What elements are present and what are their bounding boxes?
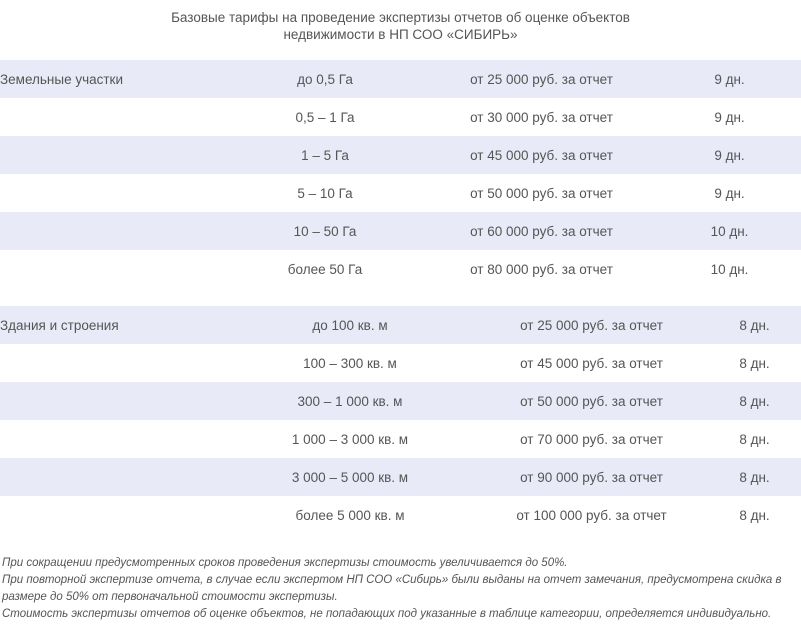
price-cell: от 45 000 руб. за отчет [425, 136, 658, 174]
table-row [0, 174, 801, 212]
title-line-1: Базовые тарифы на проведение экспертизы отчетов об оценке объектов [171, 10, 630, 25]
table-row [0, 212, 801, 250]
price-cell: от 30 000 руб. за отчет [470, 109, 613, 125]
size-cell: 1 000 – 3 000 кв. м [291, 431, 409, 447]
days-cell: 8 дн. [739, 355, 770, 371]
note-repeat-discount: При повторной экспертизе отчета, в случае если экспертом НП СОО «Сибирь» были выданы на отчет замечания, предусмотрена скидка в размере до 50% от первоначальной стоимости экспертизы. [2, 574, 782, 603]
land-rates-table [0, 60, 801, 288]
size-cell: 3 000 – 5 000 кв. м [225, 458, 475, 496]
size-cell: 5 – 10 Га [297, 185, 353, 201]
buildings-rates-table [0, 306, 801, 534]
days-cell: 10 дн. [710, 261, 749, 277]
size-cell: 100 – 300 кв. м [303, 355, 397, 371]
table-row [0, 306, 801, 344]
table-row [0, 250, 801, 288]
table-row [0, 344, 801, 382]
price-cell: от 25 000 руб. за отчет [475, 306, 708, 344]
size-cell: 0,5 – 1 Га [295, 109, 355, 125]
days-cell: 8 дн. [739, 507, 770, 523]
days-cell: 8 дн. [739, 431, 770, 447]
title-line-2: недвижимости в НП СОО «СИБИРЬ» [283, 27, 518, 42]
table-row [0, 60, 801, 98]
days-cell: 9 дн. [714, 185, 745, 201]
price-cell: от 80 000 руб. за отчет [470, 261, 613, 277]
size-cell: 10 – 50 Га [225, 212, 425, 250]
size-cell: 1 – 5 Га [225, 136, 425, 174]
table-row [0, 382, 801, 420]
price-cell: от 50 000 руб. за отчет [470, 185, 613, 201]
price-cell: от 25 000 руб. за отчет [425, 60, 658, 98]
table-row [0, 136, 801, 174]
price-cell: от 100 000 руб. за отчет [516, 507, 667, 523]
table-row [0, 98, 801, 136]
price-cell: от 60 000 руб. за отчет [425, 212, 658, 250]
days-cell: 8 дн. [708, 382, 801, 420]
note-individual-pricing: Стоимость экспертизы отчетов об оценке объектов, не попадающих под указанные в таблице категории, определяется индивидуально. [2, 608, 772, 620]
price-cell: от 90 000 руб. за отчет [475, 458, 708, 496]
price-cell: от 50 000 руб. за отчет [475, 382, 708, 420]
category-label: Земельные участки [0, 60, 225, 98]
page-title [0, 9, 801, 43]
size-cell: более 50 Га [287, 261, 363, 277]
note-speedup-surcharge: При сокращении предусмотренных сроков проведения экспертизы стоимость увеличивается до 50%. [2, 557, 568, 569]
size-cell: 300 – 1 000 кв. м [225, 382, 475, 420]
size-cell: до 100 кв. м [225, 306, 475, 344]
price-cell: от 70 000 руб. за отчет [520, 431, 663, 447]
size-cell: более 5 000 кв. м [295, 507, 405, 523]
footnotes [2, 555, 798, 623]
table-row [0, 420, 801, 458]
days-cell: 10 дн. [658, 212, 801, 250]
category-label: Здания и строения [0, 306, 225, 344]
days-cell: 9 дн. [658, 136, 801, 174]
table-row [0, 458, 801, 496]
days-cell: 8 дн. [708, 458, 801, 496]
size-cell: до 0,5 Га [225, 60, 425, 98]
days-cell: 8 дн. [708, 306, 801, 344]
days-cell: 9 дн. [658, 60, 801, 98]
table-row [0, 496, 801, 534]
days-cell: 9 дн. [714, 109, 745, 125]
price-cell: от 45 000 руб. за отчет [520, 355, 663, 371]
